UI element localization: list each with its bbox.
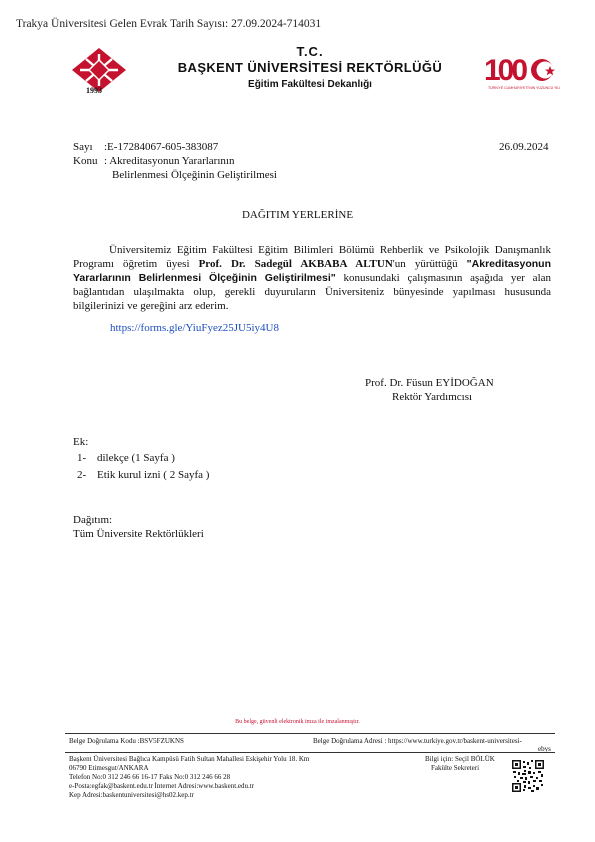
verification-address-cont: ebys <box>538 745 551 753</box>
footer-divider-bottom <box>65 752 555 753</box>
distribution-label: Dağıtım: <box>73 514 113 526</box>
contact-person: Bilgi için: Seçil BÖLÜK <box>425 755 495 763</box>
body-part-3: konusundaki çalışmasının aşağıda yer alan bağlantıdan ulaşılmakta olup, gerekli duyuruların Üniversiteniz bünyesinde yapılması hususunda bilgilerinizi ve gereğini arz ederim. <box>73 272 552 312</box>
logo-year: 1993 <box>86 86 102 95</box>
body-part-2: 'un yürüttüğü <box>392 258 467 270</box>
attachment-1-num: 1- <box>77 452 87 464</box>
incoming-document-stamp: Trakya Üniversitesi Gelen Evrak Tarih Sayısı: 27.09.2024-714031 <box>16 18 322 30</box>
address-line-2: 06790 Etimesgut/ANKARA <box>69 764 149 772</box>
attachment-1-text: dilekçe (1 Sayfa ) <box>97 452 175 464</box>
contact-info <box>425 755 495 773</box>
konu-label: Konu <box>73 155 98 167</box>
letterhead <box>130 44 490 90</box>
signatory-name: Prof. Dr. Füsun EYİDOĞAN <box>365 377 494 389</box>
qr-code <box>512 760 544 792</box>
survey-link[interactable]: https://forms.gle/YiuFyez25JU5iy4U8 <box>110 322 279 334</box>
konu-line-2: Belirlenmesi Ölçeğinin Geliştirilmesi <box>112 169 277 181</box>
address-line-1: Başkent Üniversitesi Bağlıca Kampüsü Fatih Sultan Mahallesi Eskişehir Yolu 18. Km <box>69 755 310 763</box>
footer-address-block <box>69 755 309 800</box>
distribution-value: Tüm Üniversite Rektörlükleri <box>73 528 204 540</box>
attachments-label: Ek: <box>73 436 89 448</box>
distribution-heading: DAĞITIM YERLERİNE <box>241 209 354 221</box>
konu-line-1: : Akreditasyonun Yararlarının <box>104 155 235 167</box>
contact-title: Fakülte Sekreteri <box>431 764 480 772</box>
phone-fax: Telefon No:0 312 246 66 16-17 Faks No:0 312 246 66 28 <box>69 773 231 781</box>
letterhead-university: BAŞKENT ÜNİVERSİTESİ REKTÖRLÜĞÜ <box>177 60 443 75</box>
letterhead-faculty: Eğitim Fakültesi Dekanlığı <box>248 79 372 90</box>
verification-code: Belge Doğrulama Kodu :BSV5FZUKNS <box>69 737 184 745</box>
email-web: e-Posta:egfak@baskent.edu.tr İnternet Adresi:www.baskent.edu.tr <box>69 782 255 790</box>
logo-100-number: 100 <box>484 54 526 87</box>
attachment-2-num: 2- <box>77 469 87 481</box>
kep-address: Kep Adresi:baskentuniversitesi@hs02.kep.tr <box>69 791 194 799</box>
study-title: "Akreditasyonun Yararlarının Belirlenmesi Ölçeğinin Geliştirilmesi" <box>73 258 551 284</box>
signatory-title: Rektör Yardımcısı <box>392 391 473 403</box>
logo-100-caption: TÜRKİYE CUMHURİYETİ'NİN YÜZÜNCÜ YILI <box>488 86 561 90</box>
document-date: 26.09.2024 <box>499 141 549 153</box>
researcher-name: Prof. Dr. Sadegül AKBABA ALTUN <box>198 258 393 270</box>
sayi-label: Sayı <box>73 141 93 153</box>
e-signature-notice: Bu belge, güvenli elektronik imza ile imzalanmıştır. <box>235 719 360 725</box>
footer-divider-top <box>65 733 555 734</box>
body-paragraph <box>73 243 551 313</box>
body-part-1: Üniversitemiz Eğitim Fakültesi Eğitim Bilimleri Bölümü Rehberlik ve Psikolojik Danışmanlık Programı öğretim üyesi <box>73 244 551 270</box>
verification-address: Belge Doğrulama Adresi : https://www.turkiye.gov.tr/baskent-universitesi- <box>313 737 522 745</box>
sayi-value: :E-17284067-605-383087 <box>104 141 219 153</box>
letterhead-tc: T.C. <box>296 44 324 59</box>
attachment-2-text: Etik kurul izni ( 2 Sayfa ) <box>97 469 210 481</box>
